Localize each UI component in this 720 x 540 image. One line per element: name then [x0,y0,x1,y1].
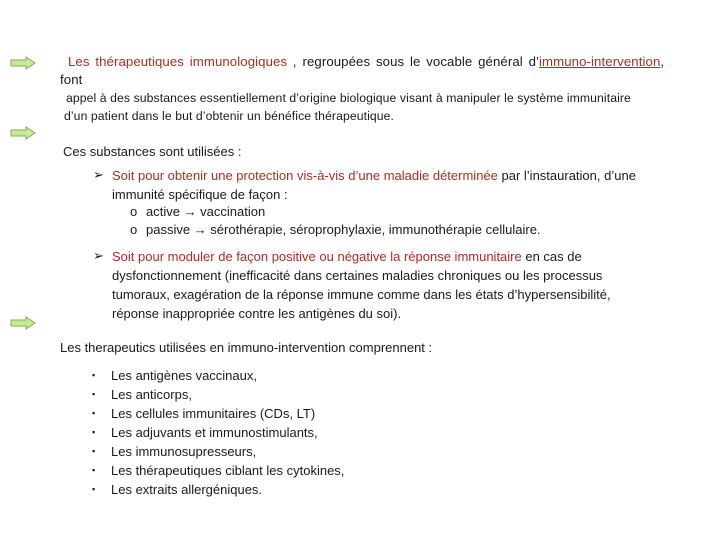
chevron-bullet-icon: ➢ [93,167,104,182]
list-item: ▪ Les immunosupresseurs, [92,444,257,459]
list-item: ▪ Les adjuvants et immunostimulants, [92,425,318,440]
immuno-intervention-term: immuno-intervention [539,54,661,69]
sub-item-passive: o passive → sérothérapie, séroprophylaxie, immunothérapie cellulaire. [130,222,541,237]
intro-paragraph: Les thérapeutiques immunologiques , regroupées sous le vocable général d’immuno-intervention, font appel à des substances essentiellement d’origine biologique visant à manipuler le système immunitaire d’un patient dans le but d’obtenir un bénéfice thérapeutique. [60,54,665,123]
chevron-bullet-icon: ➢ [93,248,104,263]
bullet-modulation: Soit pour moduler de façon positive ou négative la réponse immunitaire en cas de dysfonctionnement (inefficacité dans certaines maladies chroniques ou les processus tumoraux, exagération de la réponse immune comme dans les états d’hypersensibilité, réponse inappropriée contre les antigènes du soi). [112,249,611,321]
list-item: ▪ Les cellules immunitaires (CDs, LT) [92,406,316,421]
green-arrow-icon [10,126,36,140]
list-item: ▪ Les anticorps, [92,387,192,402]
list-item: ▪ Les thérapeutiques ciblant les cytokines, [92,463,345,478]
bullet-protection: Soit pour obtenir une protection vis-à-vis d’une maladie déterminée par l’instauration, d’une immunité spécifique de façon : [112,168,636,202]
list-heading: Les therapeutics utilisées en immuno-intervention comprennent : [60,340,433,355]
therapeutics-list [92,366,344,499]
green-arrow-icon [10,316,36,330]
sub-item-active: o active → vaccination [130,204,266,219]
uses-heading: Ces substances sont utilisées : [63,144,242,159]
green-arrow-icon [10,56,36,70]
intro-term: Les thérapeutiques immunologiques [68,54,288,69]
list-item: ▪ Les antigènes vaccinaux, [92,368,257,383]
list-item: ▪ Les extraits allergéniques. [92,482,263,497]
